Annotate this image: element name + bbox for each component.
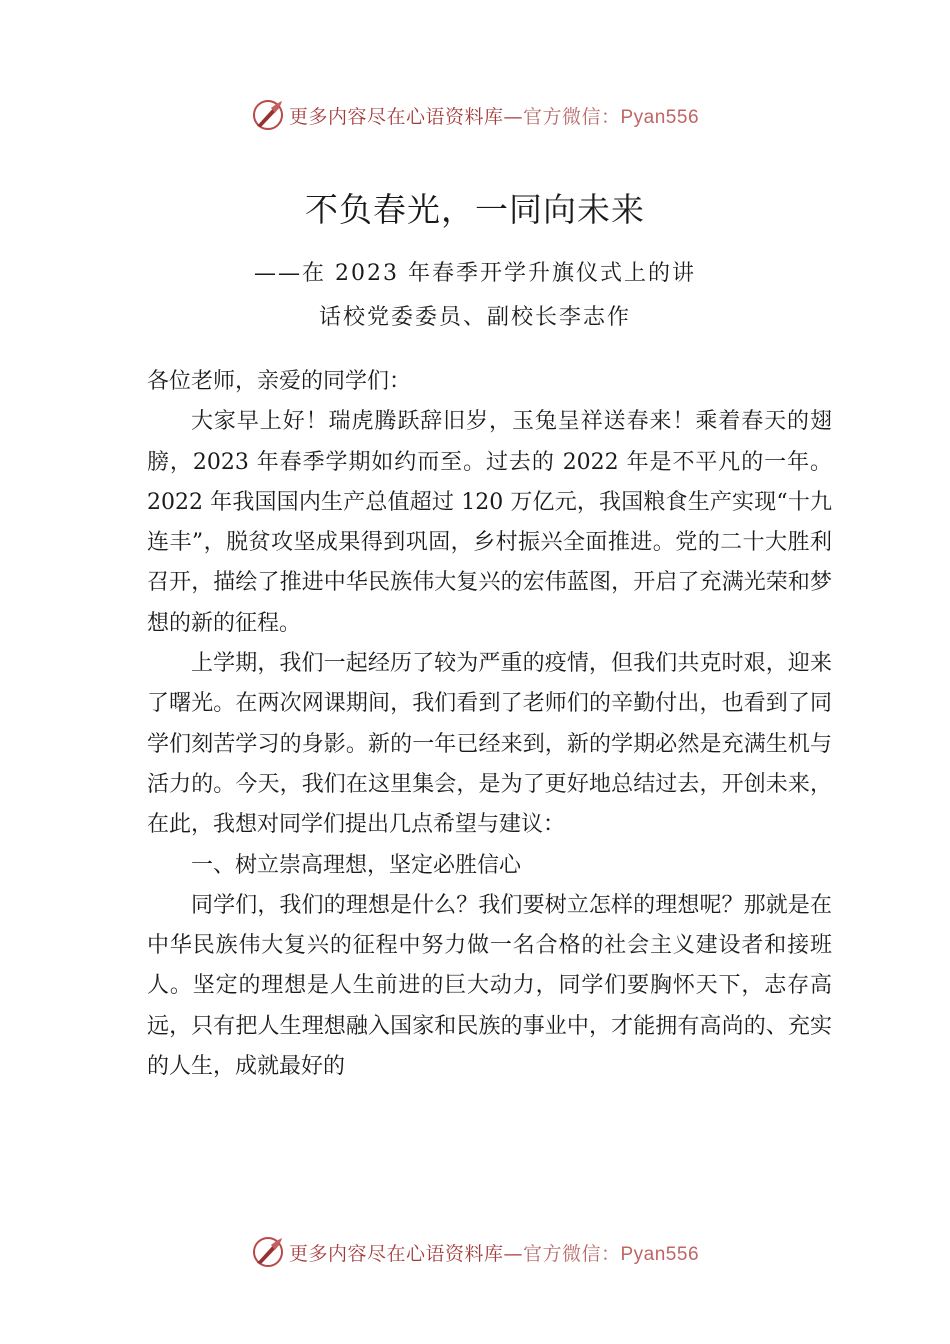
- footer-banner: [0, 1232, 950, 1272]
- wechat-label: 官方微信：: [522, 1242, 621, 1265]
- banner-text: 更多内容尽在心语资料库—: [288, 105, 523, 128]
- section-heading: 一、树立崇高理想，坚定必胜信心: [191, 852, 522, 878]
- header-banner: [0, 95, 950, 135]
- document-subtitle-line1: ——在 2023 年春季开学升旗仪式上的讲: [254, 261, 696, 286]
- document-subtitle-line2: 话校党委委员、副校长李志作: [318, 305, 631, 330]
- salutation: 各位老师，亲爱的同学们：: [147, 369, 412, 394]
- wechat-id: Pyan556: [620, 1243, 700, 1265]
- banner-text: 更多内容尽在心语资料库—: [288, 1242, 523, 1265]
- paragraph: 同学们，我们的理想是什么？我们要树立怎样的理想呢？那就是在中华民族伟大复兴的征程中努力做一名合格的社会主义建设者和接班人。坚定的理想是人生前进的巨大动力，同学们要胸怀天下，志存高远，只有把人生理想融入国家和民族的事业中，才能拥有高尚的、充实的人生，成就最好的: [147, 892, 832, 1080]
- document-title: 不负春光，一同向未来: [305, 190, 645, 229]
- wechat-label: 官方微信：: [522, 105, 621, 128]
- wechat-id: Pyan556: [620, 106, 700, 128]
- document-body: [147, 362, 832, 1087]
- paragraph: 大家早上好！瑞虎腾跃辞旧岁，玉兔呈祥送春来！乘着春天的翅膀，2023 年春季学期如约而至。过去的 2022 年是不平凡的一年。2022 年我国国内生产总值超过 120 万亿元，我国粮食生产实现“十九连丰”，脱贫攻坚成果得到巩固，乡村振兴全面推进。党的二十大胜利召开，描绘了推进中华民族伟大复兴的宏伟蓝图，开启了充满光荣和梦想的新的征程。: [147, 409, 832, 636]
- quill-logo-icon: [251, 1235, 285, 1269]
- quill-logo-icon: [251, 98, 285, 132]
- paragraph: 上学期，我们一起经历了较为严重的疫情，但我们共克时艰，迎来了曙光。在两次网课期间，我们看到了老师们的辛勤付出，也看到了同学们刻苦学习的身影。新的一年已经来到，新的学期必然是充满生机与活力的。今天，我们在这里集会，是为了更好地总结过去，开创未来，在此，我想对同学们提出几点希望与建议：: [147, 651, 832, 838]
